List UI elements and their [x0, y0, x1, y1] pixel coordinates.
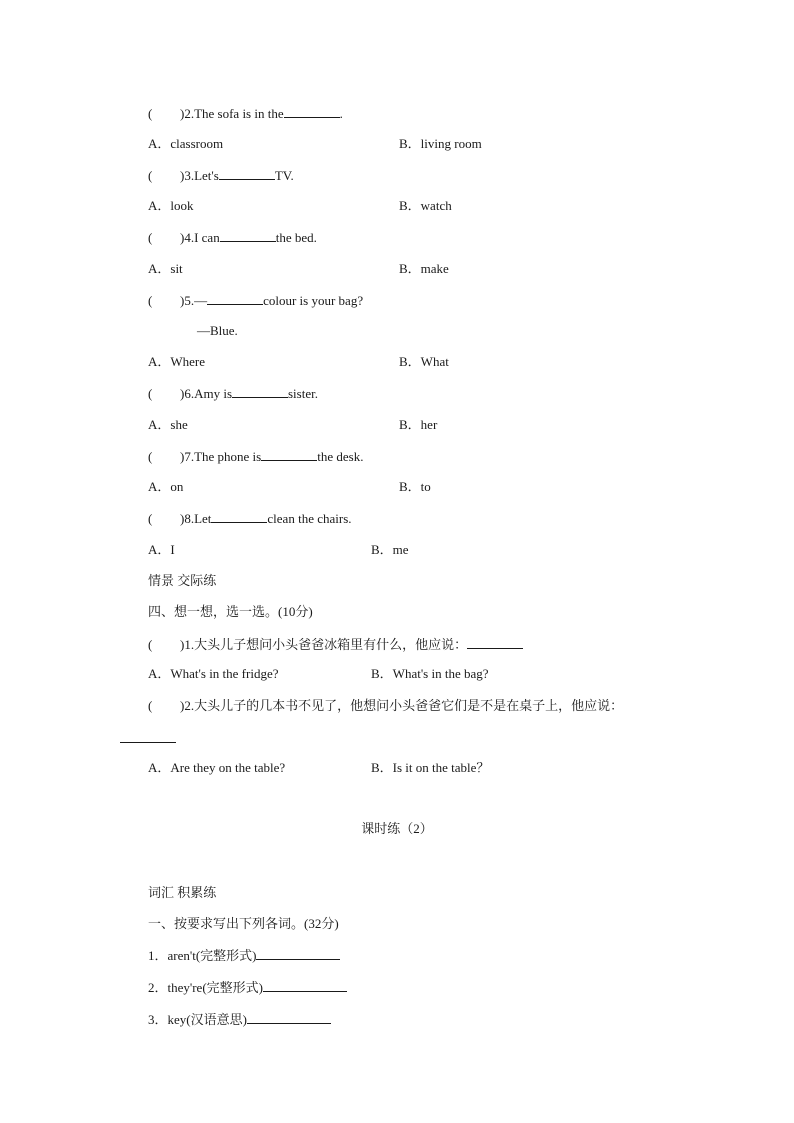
vocab-item-label: 1．aren't(完整形式) — [148, 948, 257, 963]
vocab-item-label: 3．key(汉语意思) — [148, 1012, 247, 1027]
answer-paren: ( — [148, 449, 153, 464]
question-end: clean the chairs. — [267, 511, 352, 526]
option-b: B．What's in the bag? — [371, 666, 489, 681]
option-a: A．Where — [148, 354, 206, 369]
option-a: A．she — [148, 417, 188, 432]
question-stem: )2.大头儿子的几本书不见了，他想问小头爸爸它们是不是在桌子上，他应说： — [180, 698, 624, 713]
vocab-item — [148, 1011, 331, 1028]
answer-blank[interactable] — [120, 730, 176, 743]
option-b: B．watch — [399, 198, 452, 213]
section-4-question-2 — [148, 698, 623, 714]
section-scenario-heading: 情景 交际练 — [148, 573, 217, 588]
vocab-item-label: 2．they're(完整形式) — [148, 980, 263, 995]
option-b: B．her — [399, 417, 438, 432]
question-stem: )1.大头儿子想问小头爸爸冰箱里有什么，他应说： — [180, 637, 468, 652]
answer-blank[interactable] — [467, 636, 523, 649]
answer-blank[interactable] — [232, 385, 288, 398]
answer-blank[interactable] — [207, 292, 263, 305]
question-stem: )8.Let — [180, 511, 212, 526]
answer-blank[interactable] — [263, 979, 347, 992]
question-end: colour is your bag? — [263, 293, 364, 308]
answer-blank[interactable] — [256, 947, 340, 960]
section-vocab-heading: 词汇 积累练 — [148, 885, 217, 900]
answer-paren: ( — [148, 230, 153, 245]
option-b: B．to — [399, 479, 431, 494]
vocab-item — [148, 947, 340, 964]
question-3 — [148, 167, 294, 184]
question-7 — [148, 448, 363, 465]
question-2 — [148, 105, 343, 122]
section-4-question-1 — [148, 636, 523, 653]
answer-blank[interactable] — [247, 1011, 331, 1024]
question-stem: )6.Amy is — [180, 386, 232, 401]
answer-blank[interactable] — [284, 105, 340, 118]
option-a: A．I — [148, 542, 175, 557]
question-stem: )3.Let's — [180, 168, 219, 183]
option-b: B．make — [399, 261, 449, 276]
option-a: A．What's in the fridge? — [148, 666, 279, 681]
question-8 — [148, 510, 352, 527]
option-a: A．on — [148, 479, 184, 494]
option-a: A．look — [148, 198, 194, 213]
question-end: . — [339, 106, 343, 121]
answer-blank-wrapped[interactable] — [120, 730, 176, 747]
answer-paren: ( — [148, 106, 153, 121]
section-4-heading: 四、想一想，选一选。(10分) — [148, 604, 313, 619]
question-stem: )7.The phone is — [180, 449, 262, 464]
question-stem: )4.I can — [180, 230, 220, 245]
question-6 — [148, 385, 318, 402]
option-a: A．Are they on the table? — [148, 760, 286, 775]
answer-paren: ( — [148, 511, 153, 526]
option-a: A．sit — [148, 261, 183, 276]
question-stem: )5.— — [180, 293, 208, 308]
answer-blank[interactable] — [261, 448, 317, 461]
question-end: the bed. — [275, 230, 317, 245]
question-stem: )2.The sofa is in the — [180, 106, 284, 121]
answer-paren: ( — [148, 293, 153, 308]
answer-blank[interactable] — [211, 510, 267, 523]
question-end: sister. — [288, 386, 318, 401]
option-b: B．me — [371, 542, 409, 557]
answer-blank[interactable] — [220, 229, 276, 242]
dialogue-reply: —Blue. — [197, 323, 238, 338]
option-a: A．classroom — [148, 136, 224, 151]
question-4 — [148, 229, 317, 246]
answer-blank[interactable] — [219, 167, 275, 180]
vocab-item — [148, 979, 347, 996]
option-b: B．What — [399, 354, 449, 369]
question-end: the desk. — [317, 449, 364, 464]
answer-paren: ( — [148, 637, 153, 652]
option-b: B．Is it on the table？ — [371, 760, 490, 775]
question-5 — [148, 292, 363, 309]
answer-paren: ( — [148, 698, 153, 713]
answer-paren: ( — [148, 168, 153, 183]
answer-paren: ( — [148, 386, 153, 401]
lesson-title: 课时练（2） — [361, 821, 433, 836]
option-b: B．living room — [399, 136, 482, 151]
question-end: TV. — [274, 168, 294, 183]
section-1-heading: 一、按要求写出下列各词。(32分) — [148, 916, 339, 931]
